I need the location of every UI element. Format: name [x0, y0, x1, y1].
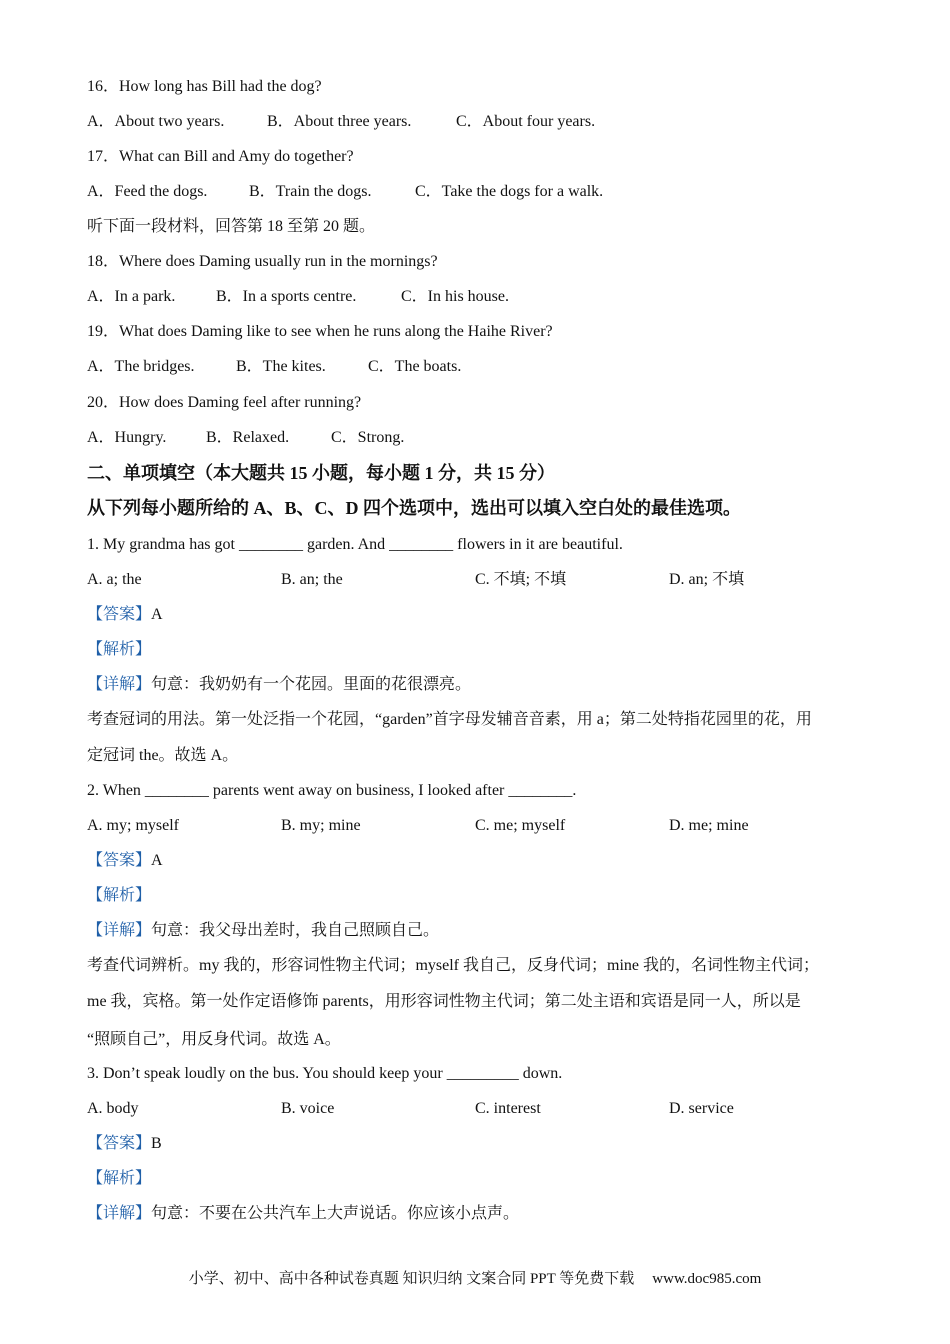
q3-option-d: D. service: [669, 1100, 734, 1117]
q16-option-b: B．About three years.: [267, 113, 412, 130]
q2-option-d: D. me; mine: [669, 817, 749, 834]
answer-tag: 【答案】: [87, 852, 152, 869]
listening-instruction: 听下面一段材料，回答第 18 至第 20 题。: [87, 218, 376, 235]
section-instruction: 从下列每小题所给的 A、B、C、D 四个选项中，选出可以填入空白处的最佳选项。: [87, 498, 741, 518]
q18-option-b: B．In a sports centre.: [216, 288, 357, 305]
q1-stem: 1. My grandma has got ________ garden. And ________ flowers in it are beautiful.: [87, 536, 623, 553]
q1-analysis-tag: [87, 640, 151, 660]
analysis-tag: 【解析】: [87, 887, 152, 904]
q1-explanation-line-1: 考查冠词的用法。第一处泛指一个花园，“garden”首字母发辅音音素，用 a；第二处特指花园里的花，用: [87, 711, 812, 728]
page-footer: [0, 1269, 950, 1289]
q18-option-c: C．In his house.: [401, 288, 510, 305]
question-16: 16．How long has Bill had the dog?: [87, 78, 322, 95]
q3-answer-row: [87, 1134, 162, 1154]
q1-option-a: A. a; the: [87, 571, 142, 588]
detail-tag: 【详解】: [87, 676, 152, 693]
answer-tag: 【答案】: [87, 606, 152, 623]
question-20: 20．How does Daming feel after running?: [87, 394, 362, 411]
q2-explanation-line-1: 考查代词辨析。my 我的，形容词性物主代词；myself 我自己，反身代词；mine 我的，名词性物主代词；: [87, 957, 819, 974]
q17-option-b: B．Train the dogs.: [249, 183, 372, 200]
q20-option-a: A．Hungry.: [87, 429, 167, 446]
question-18: 18．Where does Daming usually run in the mornings?: [87, 253, 438, 270]
q17-option-c: C．Take the dogs for a walk.: [415, 183, 604, 200]
answer-tag: 【答案】: [87, 1135, 152, 1152]
analysis-tag: 【解析】: [87, 641, 152, 658]
q2-answer-row: [87, 851, 163, 871]
question-17: 17．What can Bill and Amy do together?: [87, 148, 354, 165]
q2-option-a: A. my; myself: [87, 817, 179, 834]
q3-option-c: C. interest: [475, 1100, 541, 1117]
footer-site-link[interactable]: www.doc985.com: [652, 1271, 762, 1287]
q2-option-b: B. my; mine: [281, 817, 361, 834]
q3-detail-row: [87, 1204, 519, 1224]
q3-option-b: B. voice: [281, 1100, 335, 1117]
q1-explanation-line-2: 定冠词 the。故选 A。: [87, 747, 239, 764]
q1-answer: A: [151, 606, 163, 623]
q3-stem: 3. Don’t speak loudly on the bus. You should keep your _________ down.: [87, 1065, 563, 1082]
detail-tag: 【详解】: [87, 1205, 152, 1222]
q3-detail: 句意：不要在公共汽车上大声说话。你应该小点声。: [151, 1205, 520, 1222]
q20-option-c: C．Strong.: [331, 429, 405, 446]
q20-option-b: B．Relaxed.: [206, 429, 290, 446]
q2-answer: A: [151, 852, 163, 869]
q1-option-c: C. 不填; 不填: [475, 571, 567, 588]
q1-answer-row: [87, 605, 163, 625]
q19-option-a: A．The bridges.: [87, 358, 195, 375]
footer-text: 小学、初中、高中各种试卷真题 知识归纳 文案合同 PPT 等免费下载: [188, 1271, 635, 1287]
q2-detail-row: [87, 921, 439, 941]
q1-detail: 句意：我奶奶有一个花园。里面的花很漂亮。: [151, 676, 472, 693]
q17-option-a: A．Feed the dogs.: [87, 183, 208, 200]
analysis-tag: 【解析】: [87, 1170, 152, 1187]
q19-option-c: C．The boats.: [368, 358, 462, 375]
q16-option-a: A．About two years.: [87, 113, 225, 130]
q1-option-d: D. an; 不填: [669, 571, 745, 588]
q19-option-b: B．The kites.: [236, 358, 326, 375]
q16-option-c: C．About four years.: [456, 113, 596, 130]
q3-analysis-tag: [87, 1169, 151, 1189]
q2-stem: 2. When ________ parents went away on business, I looked after ________.: [87, 782, 577, 799]
q2-explanation-line-2: me 我，宾格。第一处作定语修饰 parents，用形容词性物主代词；第二处主语和宾语是同一人，所以是: [87, 993, 801, 1010]
q18-option-a: A．In a park.: [87, 288, 176, 305]
q1-option-b: B. an; the: [281, 571, 343, 588]
q3-answer: B: [151, 1135, 162, 1152]
question-19: 19．What does Daming like to see when he runs along the Haihe River?: [87, 323, 553, 340]
q2-option-c: C. me; myself: [475, 817, 566, 834]
q2-explanation-line-3: “照顾自己”，用反身代词。故选 A。: [87, 1031, 341, 1048]
q3-option-a: A. body: [87, 1100, 139, 1117]
detail-tag: 【详解】: [87, 922, 152, 939]
section-title: 二、单项填空（本大题共 15 小题，每小题 1 分，共 15 分）: [87, 463, 555, 483]
q1-detail-row: [87, 675, 471, 695]
q2-detail: 句意：我父母出差时，我自己照顾自己。: [151, 922, 440, 939]
q2-analysis-tag: [87, 886, 151, 906]
